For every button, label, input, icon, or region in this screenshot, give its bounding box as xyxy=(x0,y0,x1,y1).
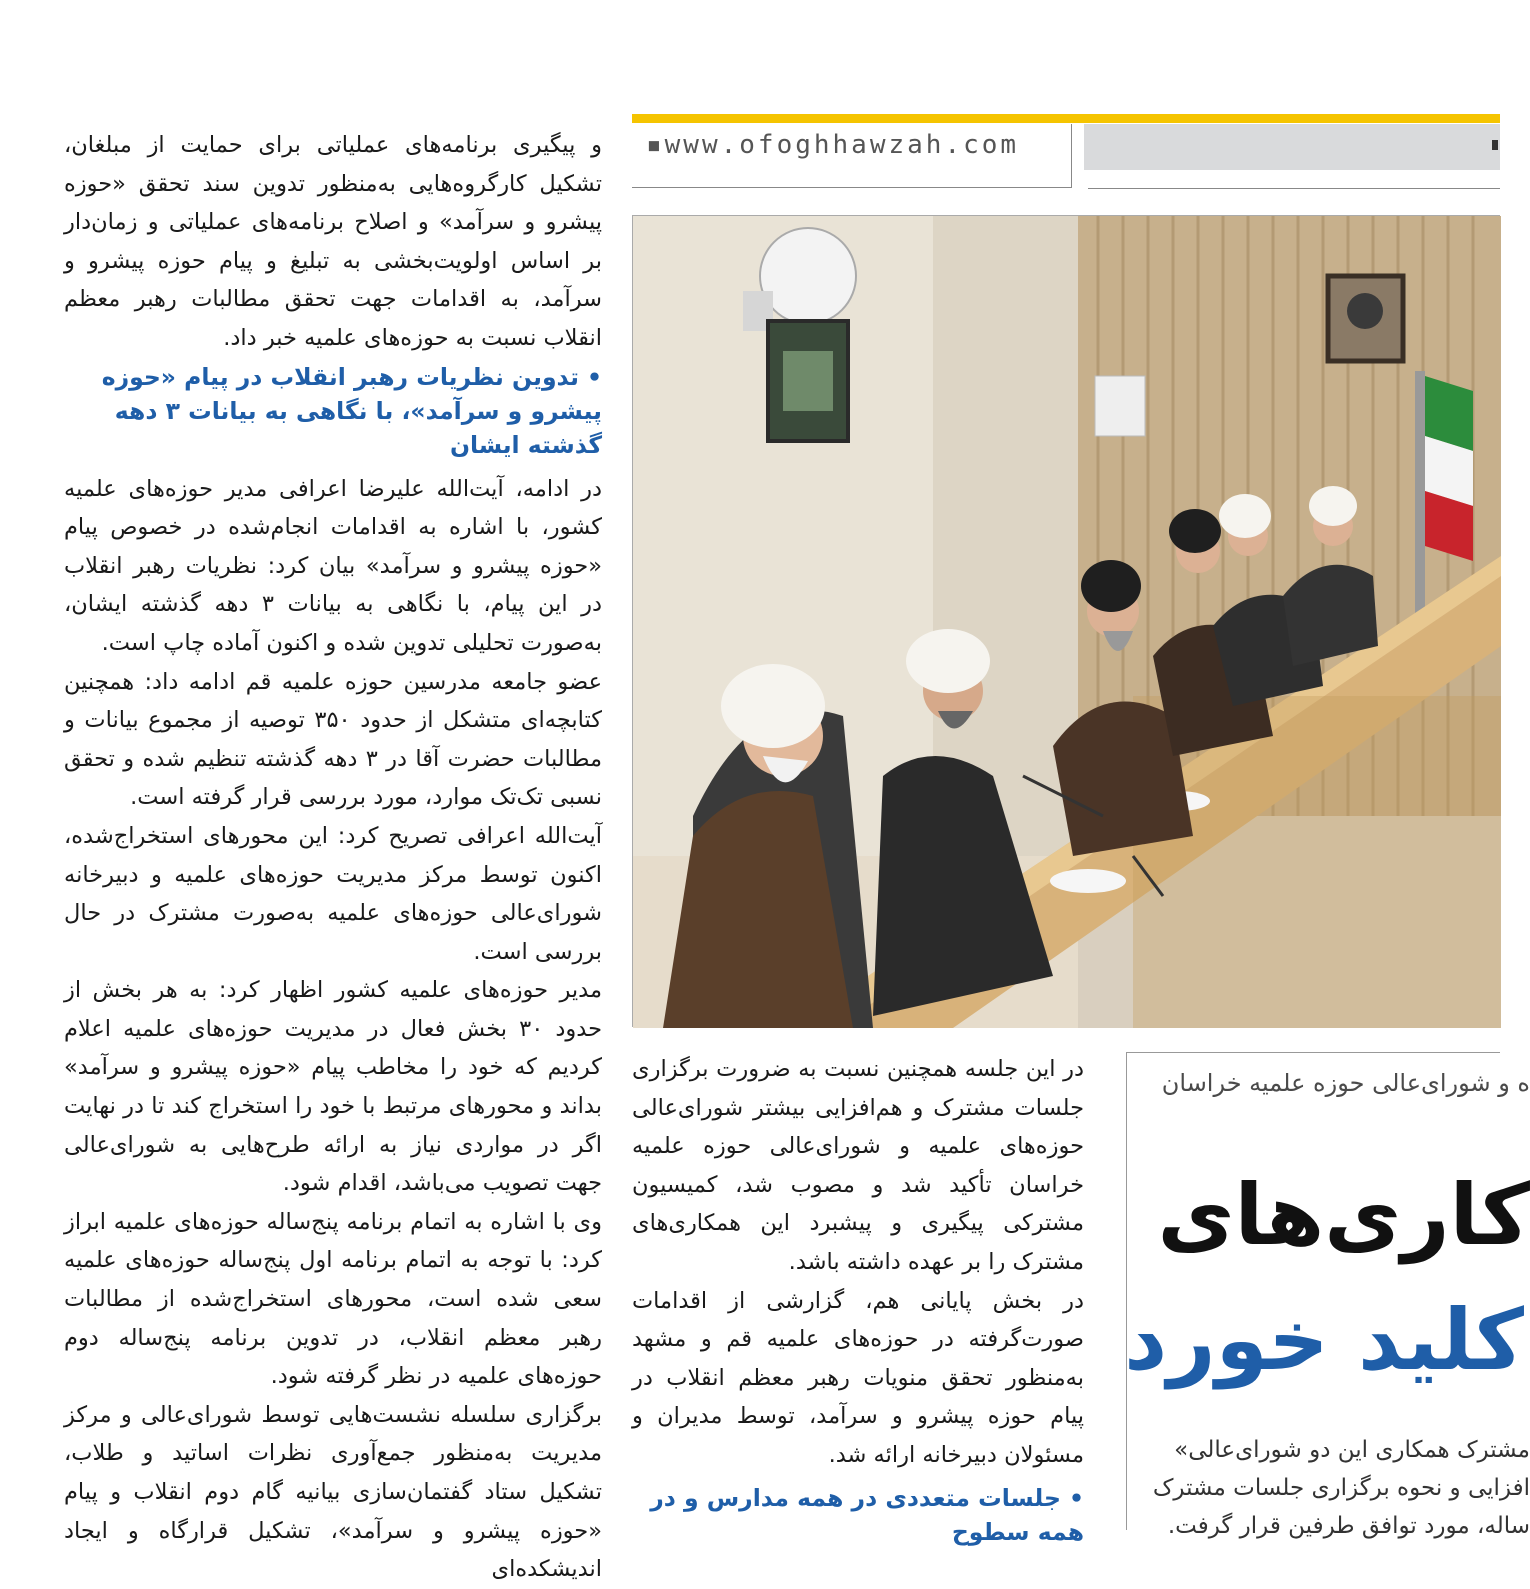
paragraph: در ادامه، آیت‌الله علیرضا اعرافی مدیر حوزه‌های علمیه کشور، با اشاره به اقدامات انجام‌شده در خصوص پیام «حوزه پیشرو و سرآمد» بیان کرد: نظریات رهبر انقلاب در این پیام، با نگاهی به بیانات ۳ دهه گذشته ایشان، به‌صورت تحلیلی تدوین شده و اکنون آماده چاپ است. xyxy=(64,475,602,656)
lead-line: افزایی و نحوه برگزاری جلسات مشترک xyxy=(1152,1475,1530,1501)
headline-box xyxy=(1124,1052,1530,1539)
headline-line-1: کاری‌های xyxy=(1157,1166,1530,1264)
meeting-photo xyxy=(632,215,1500,1027)
lead-line: ساله، مورد توافق طرفین قرار گرفت. xyxy=(1167,1513,1530,1539)
article-left-column xyxy=(64,126,602,1589)
lead-line: مشترک همکاری این دو شورای‌عالی» xyxy=(1174,1437,1530,1463)
masthead-divider xyxy=(1088,188,1500,189)
paragraph: مدیر حوزه‌های علمیه کشور اظهار کرد: به هر بخش از حدود ۳۰ بخش فعال در مدیریت حوزه‌های علمیه اعلام کردیم که خود را مخاطب پیام «حوزه پیشرو و سرآمد» بداند و محورهای مرتبط با خود را استخراج کند تا در نهایت اگر در مواردی نیاز به ارائه طرح‌هایی به شورای‌عالی جهت تصویب می‌باشد، اقدام شود. xyxy=(64,977,602,1197)
website-url[interactable]: ▪www.ofoghhawzah.com xyxy=(646,130,1020,160)
lead-text xyxy=(1130,1431,1530,1545)
paragraph: آیت‌الله اعرافی تصریح کرد: این محورهای استخراج‌شده، اکنون توسط مرکز مدیریت حوزه‌های علمیه و دبیرخانه شورای‌عالی حوزه‌های علمیه به‌صورت مشترک در حال بررسی است. xyxy=(64,822,602,965)
masthead-yellow-bar xyxy=(632,114,1500,123)
masthead-gray-band xyxy=(1084,124,1500,170)
paragraph: در بخش پایانی هم، گزارشی از اقدامات صورت‌گرفته در حوزه‌های علمیه قم و مشهد به‌منظور تحقق منویات رهبر معظم انقلاب در پیام حوزه پیشرو و سرآمد، توسط مدیران و مسئولان دبیرخانه ارائه شد. xyxy=(632,1287,1084,1468)
bullet-icon: • xyxy=(1068,1483,1084,1512)
paragraph: وی با اشاره به اتمام برنامه پنج‌ساله حوزه‌های علمیه ابراز کرد: با توجه به اتمام برنامه اول پنج‌ساله حوزه‌های علمیه سعی شده است، محورهای استخراج‌شده از مطالبات رهبر معظم انقلاب، در تدوین برنامه پنج‌ساله دوم حوزه‌های علمیه در نظر گرفته شود. xyxy=(64,1208,602,1390)
page-number-mark xyxy=(1492,140,1498,150)
paragraph: عضو جامعه مدرسین حوزه علمیه قم ادامه داد: همچنین کتابچه‌ای متشکل از حدود ۳۵۰ توصیه از مجموع بیانات و مطالبات حضرت آقا در ۳ دهه گذشته تنظیم شده و تحقق نسبی تک‌تک موارد، مورد بررسی قرار گرفته است. xyxy=(64,668,602,811)
paragraph: و پیگیری برنامه‌های عملیاتی برای حمایت از مبلغان، تشکیل کارگروه‌هایی به‌منظور تدوین سند تحقق «حوزه پیشرو و سرآمد» و اصلاح برنامه‌های عملیاتی و زمان‌دار بر اساس اولویت‌بخشی به تبلیغ و پیام حوزه پیشرو و سرآمد، به اقدامات جهت تحقق مطالبات رهبر معظم انقلاب نسبت به حوزه‌های علمیه خبر داد. xyxy=(64,132,602,351)
section-subhead: •جلسات متعددی در همه مدارس و در همه سطوح xyxy=(632,1481,1084,1549)
paragraph: برگزاری سلسله نشست‌هایی توسط شورای‌عالی و مرکز مدیریت به‌منظور جمع‌آوری نظرات اساتید و طلاب، تشکیل ستاد گفتمان‌سازی بیانیه گام دوم انقلاب و پیام «حوزه پیشرو و سرآمد»، تشکیل قرارگاه و ایجاد اندیشکده‌ای xyxy=(64,1401,602,1583)
bullet-icon: • xyxy=(586,362,602,391)
headline-kicker: ه و شورای‌عالی حوزه علمیه خراسان xyxy=(1161,1069,1530,1097)
paragraph: در این جلسه همچنین نسبت به ضرورت برگزاری جلسات مشترک و هم‌افزایی بیشتر شورای‌عالی حوزه‌های علمیه و شورای‌عالی حوزه علمیه خراسان تأکید شد و مصوب شد، کمیسیون مشترکی پیگیری و پیشبرد این همکاری‌های مشترک را بر عهده داشته باشد. xyxy=(632,1056,1084,1275)
section-subhead: •تدوین نظریات رهبر انقلاب در پیام «حوزه پیشرو و سرآمد»، با نگاهی به بیانات ۳ دهه گذشته ایشان xyxy=(64,360,602,462)
headline-line-2: کلید خورد xyxy=(1124,1291,1524,1389)
meeting-photo-illustration xyxy=(633,216,1501,1028)
article-middle-column xyxy=(632,1050,1084,1557)
masthead-url-box xyxy=(632,124,1072,188)
